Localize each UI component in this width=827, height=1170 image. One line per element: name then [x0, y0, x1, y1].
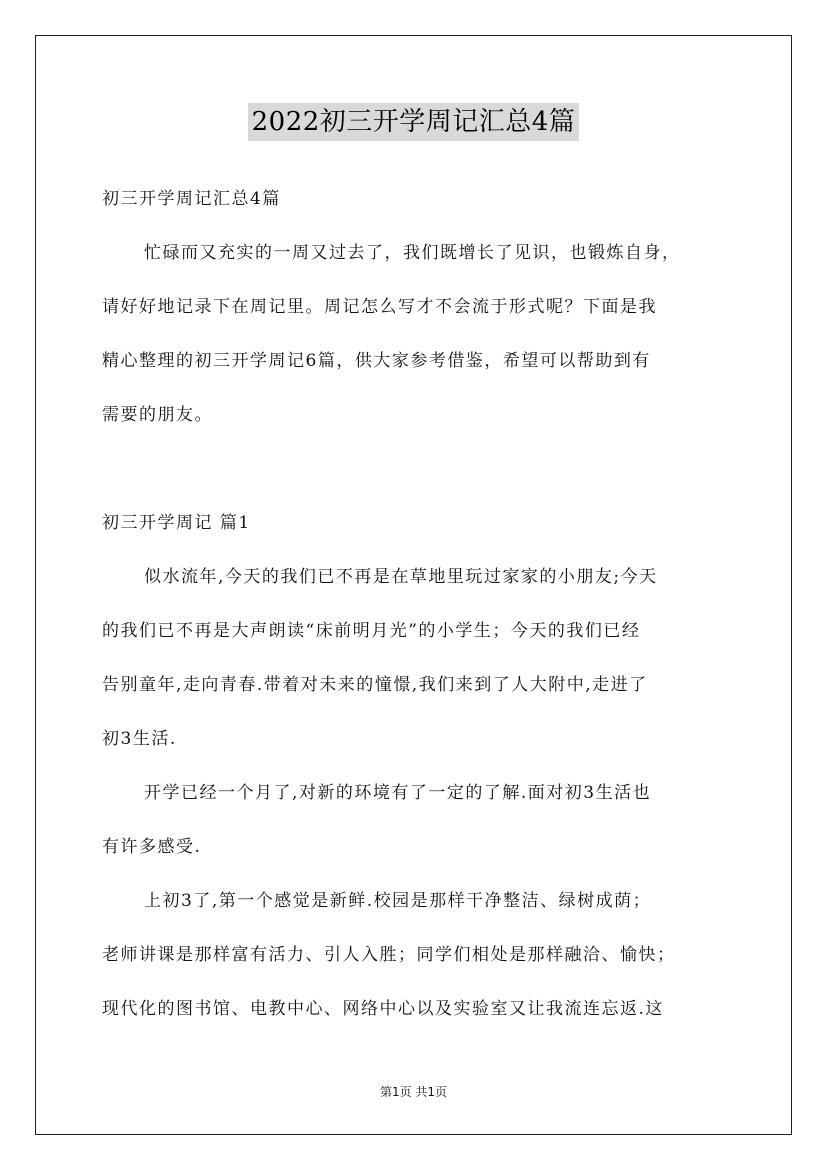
section-heading: 初三开学周记 篇1: [102, 513, 251, 533]
document-body: [102, 172, 730, 1036]
document-title: 2022初三开学周记汇总4篇: [248, 103, 580, 141]
paragraph-line: 精心整理的初三开学周记6篇，供大家参考借鉴，希望可以帮助到有: [102, 351, 651, 371]
document-title-wrap: [0, 103, 827, 141]
paragraph-line: 现代化的图书馆、电教中心、网络中心以及实验室又让我流连忘返.这: [102, 999, 664, 1019]
paragraph-line: 开学已经一个月了,对新的环境有了一定的了解.面对初3生活也: [144, 783, 652, 803]
paragraph-line: 忙碌而又充实的一周又过去了，我们既增长了见识，也锻炼自身，: [144, 243, 681, 263]
paragraph-line: 请好好地记录下在周记里。周记怎么写才不会流于形式呢？下面是我: [102, 297, 657, 317]
page-footer: 第1页 共1页: [379, 1085, 448, 1099]
blank-line: [102, 442, 730, 496]
paragraph-line: 初3生活.: [102, 729, 177, 749]
paragraph-line: 的我们已不再是大声朗读“床前明月光”的小学生；今天的我们已经: [102, 621, 641, 641]
paragraph-line: 告别童年,走向青春.带着对未来的憧憬,我们来到了人大附中,走进了: [102, 675, 648, 695]
subtitle-line: 初三开学周记汇总4篇: [102, 189, 281, 209]
paragraph-line: 上初3了,第一个感觉是新鲜.校园是那样干净整洁、绿树成荫；: [144, 891, 652, 911]
paragraph-line: 似水流年,今天的我们已不再是在草地里玩过家家的小朋友;今天: [144, 567, 658, 587]
paragraph-line: 需要的朋友。: [102, 405, 213, 425]
paragraph-line: 有许多感受.: [102, 837, 202, 857]
paragraph-line: 老师讲课是那样富有活力、引人入胜；同学们相处是那样融洽、愉快；: [102, 945, 676, 965]
